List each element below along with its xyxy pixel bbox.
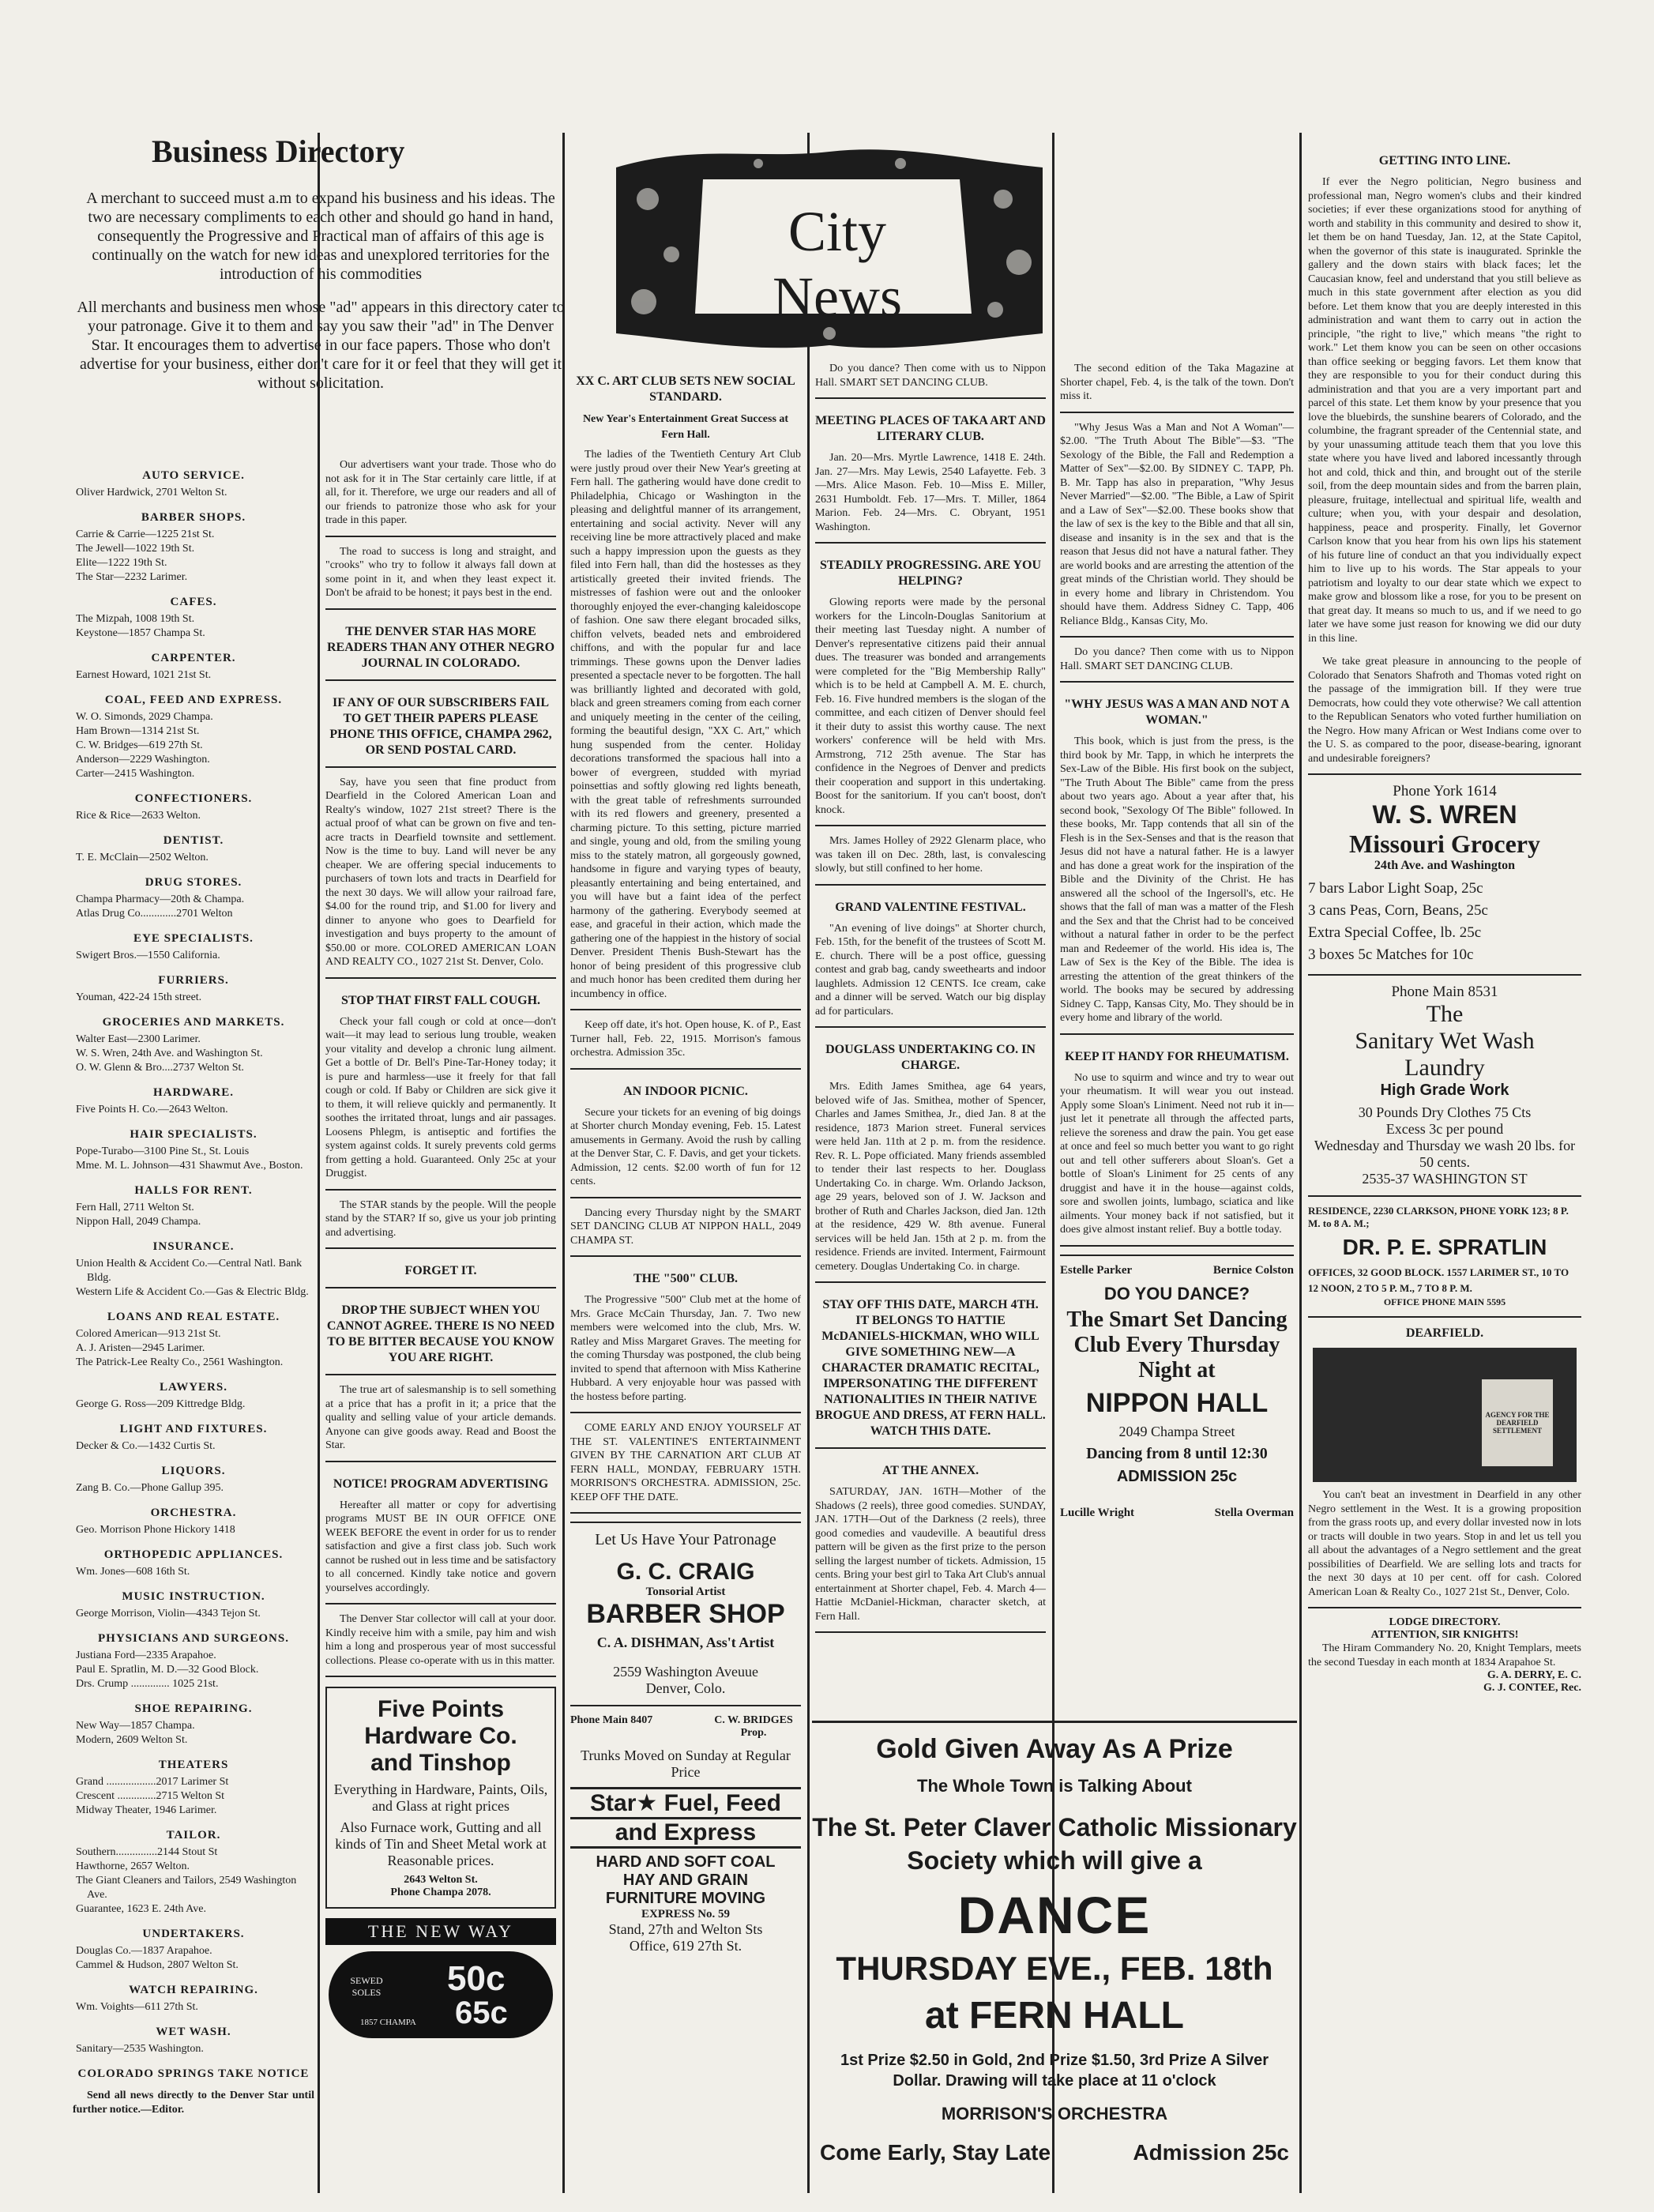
article-body: The STAR stands by the people. Will the people stand by the STAR? If so, give us your job printing and advertising.: [325, 1198, 556, 1239]
directory-entry: C. W. Bridges—619 27th St.: [76, 739, 203, 751]
directory-entry: Sanitary—2535 Washington.: [76, 2043, 204, 2055]
directory-section-title: HARDWARE.: [153, 1086, 234, 1099]
article-body: Do you dance? Then come with us to Nippon Hall. SMART SET DANCING CLUB.: [1060, 646, 1294, 672]
directory-section-title: ORTHOPEDIC APPLIANCES.: [103, 1548, 284, 1561]
column-2: [325, 458, 556, 2196]
directory-entry: Union Health & Accident Co.—Central Natl. Bank Bldg.: [76, 1258, 303, 1284]
article: [325, 776, 556, 979]
article: [815, 413, 1046, 544]
article-headline: FORGET IT.: [404, 1264, 477, 1277]
directory-entry: Youman, 422-24 15th street.: [76, 991, 202, 1003]
directory-section-title: MUSIC INSTRUCTION.: [122, 1590, 265, 1603]
directory-entry: A. J. Aristen—2945 Larimer.: [76, 1342, 205, 1354]
directory-entry: Earnest Howard, 1021 21st St.: [76, 669, 212, 681]
column-3: [570, 359, 801, 2196]
banner-title: City News: [772, 200, 902, 329]
article: [325, 624, 556, 681]
directory-entry: Walter East—2300 Larimer.: [76, 1033, 201, 1045]
article: [1060, 1049, 1294, 1247]
article-body: SATURDAY, JAN. 16TH—Mother of the Shadows (2 reels), three good comedies. SUNDAY, JAN. 17TH—Out of the Darkness (2 reels), three good comedies and vaudeville. A beautiful dress pattern will be given as the first prize to the person selling the largest number of tickets. Admission, 15 cents. Bring your best girl to Taka Art Club's annual entertainment at Shorter chapel, Feb. 4. March 4—Hattie McDaniel-Hickman, character sketch, at Fern Hall.: [815, 1486, 1046, 1623]
article-headline: DOUGLASS UNDERTAKING CO. IN CHARGE.: [825, 1043, 1036, 1072]
directory-entry: O. W. Glenn & Bro....2737 Welton St.: [76, 1062, 244, 1074]
directory-section-title: LIGHT AND FIXTURES.: [119, 1423, 268, 1435]
article-body: The second edition of the Taka Magazine at Shorter chapel, Feb. 4, is the talk of the town. Don't miss it.: [1060, 363, 1294, 402]
directory-entry: W. O. Simonds, 2029 Champa.: [76, 711, 213, 723]
article: [815, 558, 1046, 826]
article-headline: STOP THAT FIRST FALL COUGH.: [340, 993, 541, 1007]
directory-section-title: DENTIST.: [163, 834, 224, 847]
article-headline: AT THE ANNEX.: [882, 1464, 979, 1477]
star-fuel-ad: Phone Main 8407 C. W. BRIDGES Prop. Trunks Moved on Sunday at Regular Price Star★ Fuel, Feed and Express HARD AND SOFT COAL HAY AND GRAIN FURNITURE MOVING EXPRESS No. 59 Stand, 27th and Welton Sts Office, 619 27th St.: [570, 1714, 801, 1954]
article: [570, 1206, 801, 1258]
directory-section-title: CARPENTER.: [151, 652, 236, 664]
craig-barber-ad: Let Us Have Your Patronage G. C. CRAIG Tonsorial Artist BARBER SHOP C. A. DISHMAN, Ass't Artist 2559 Washington Aveuue Denver, Colo.: [586, 1531, 785, 1696]
article: [815, 834, 1046, 886]
directory-entry: Drs. Crump .............. 1025 21st.: [76, 1678, 219, 1690]
article-headline: KEEP IT HANDY FOR RHEUMATISM.: [1065, 1049, 1289, 1063]
article: [325, 1303, 556, 1375]
article-headline: THE "500" CLUB.: [633, 1272, 738, 1285]
directory-section-title: CONFECTIONERS.: [134, 792, 253, 805]
directory-section-title: WET WASH.: [156, 2026, 231, 2038]
article: [325, 545, 556, 610]
article: [325, 1477, 556, 1605]
directory-entry: Anderson—2229 Washington.: [76, 754, 210, 766]
directory-section-title: SHOE REPAIRING.: [134, 1702, 253, 1715]
st-peter-claver-dance-ad: Gold Given Away As A Prize The Whole Town is Talking About The St. Peter Claver Catholic Missionary Society which will give a DANCE THURSDAY EVE., FEB. 18th at FERN HALL 1st Prize $2.50 in Gold, 2nd Prize $1.50, 3rd Prize A Silver Dollar. Drawing will take place at 11 o'clock MORRISON'S ORCHESTRA Come Early, Stay Late Admission 25c: [812, 1721, 1297, 2197]
directory-entry: Ham Brown—1314 21st St.: [76, 725, 200, 737]
article: [570, 1018, 801, 1070]
directory-entry: T. E. McClain—2502 Welton.: [76, 852, 209, 863]
directory-entry: The Jewell—1022 19th St.: [76, 543, 195, 555]
article-body: "An evening of live doings" at Shorter church, Feb. 15th, for the benefit of the trustees of Scott M. E. church. There will be a post office, guessing contest and grab bag, candy sweethearts and indoor laughlets. Admission 12 CENTS. Ice cream, cake and a dinner will be served. Watch our big display ad for particulars.: [815, 922, 1046, 1018]
directory-entry: Fern Hall, 2711 Welton St.: [76, 1202, 194, 1213]
directory-entry: Douglas Co.—1837 Arapahoe.: [76, 1945, 212, 1957]
column-rule: [562, 133, 565, 2193]
article-headline: STEADILY PROGRESSING. ARE YOU HELPING?: [819, 559, 1042, 588]
smart-set-dance-ad: Estelle Parker Bernice Colston DO YOU DANCE? The Smart Set Dancing Club Every Thursday Night at NIPPON HALL 2049 Champa Street Dancing from 8 until 12:30 ADMISSION 25c Lucille Wright Stella Overman: [1060, 1263, 1294, 1519]
directory-entry: Guarantee, 1623 E. 24th Ave.: [76, 1903, 206, 1915]
article: [570, 1271, 801, 1413]
article-headline: IF ANY OF OUR SUBSCRIBERS FAIL TO GET THEIR PAPERS PLEASE PHONE THIS OFFICE, CHAMPA 2962, OR SEND POSTAL CARD.: [329, 695, 552, 757]
directory-entry: Atlas Drug Co.............2701 Welton: [76, 908, 233, 920]
directory-entry: Geo. Morrison Phone Hickory 1418: [76, 1524, 235, 1536]
directory-entry: Carter—2415 Washington.: [76, 768, 195, 780]
article: [325, 458, 556, 537]
directory-entry: Zang B. Co.—Phone Gallup 395.: [76, 1482, 224, 1494]
directory-entry: Southern...............2144 Stout St: [76, 1846, 218, 1858]
article: [325, 1198, 556, 1250]
article-headline: THE DENVER STAR HAS MORE READERS THAN ANY OTHER NEGRO JOURNAL IN COLORADO.: [326, 624, 555, 670]
directory-section-title: LIQUORS.: [161, 1465, 226, 1477]
column-6: GETTING INTO LINE. If ever the Negro politician, Negro business and professional man, Negro women's clubs and their kindred societies; if ever these organizations stood for anything of worth and stability in this community and desired to show it, let them be on hand Tuesday, Jan. 12, at the State Capitol, when the governor of this state is inaugurated. Sprinkle the gallery and the down stairs with black faces; let the Caucasian know, feel and understand that you still believe as much in this state government after election as you did before. Let them know that you are deeply interested in this administration and want them to carry out in action the principle, "the right to live," which means "the right to work." Let them know you can be seen on other occasions than office seeking or begging favors. Let them know that they are responsible to you for their conduct during this administration and that you are a very important part and parcel of this state. Let them know by your presence that you love the bluebirds, the sunshine bearers of Colorado, and the columbine, the fragrant spreader of the Centennial state, and by your unassuming attitude teach them that you love this state where you have lived and labored incessantly through hot and cold, thick and thin, and brought out of the sterile soil, from the deep mountain sides and from the barren plain, pleasure, fruitage, intellectual and spiritual life, wealth and culture; when you, with your despair and desolation, happiness, peace and prosperity. Finally, let Governor Carlson know that you hear from his own lips his statement of his future line of conduct an that you individually expect him to live up to his words. The Star appeals to your patriotism and loyalty to our dear state which we expect to make grow and blossom like a rose, for you to be present on that great day. It means so much to us, and if we need to go later we have some just reason for knowing we did our duty in this line. We take great pleasure in announcing to the people of Colorado that Senators Shafroth and Thomas voted right on the passage of the immigration bill. If they were true Democrats, how could they vote otherwise? We call attention to the Republican Senators who voted further humiliation on the Negro. How many African or West Indians come over to the U. S. as compared to the poor, disease-bearing, ignorant and undesirable foreigners? Phone York 1614 W. S. WREN Missouri Grocery 24th Ave. and Washington 7 bars Labor Light Soap, 25c 3 cans Peas, Corn, Beans, 25c Extra Special Coffee, lb. 25c 3 boxes 5c Matches for 10c Phone Main 8531 The Sanitary Wet Wash Laundry High Grade Work 30 Pounds Dry Clothes 75 Cts Excess 3c per pound Wednesday and Thursday we wash 20 lbs. for 50 cents. 2535-37 WASHINGTON ST RESIDENCE, 2230 CLARKSON, PHONE YORK 123; 8 P. M. to 8 A. M.; DR. P. E. SPRATLIN OFFICES, 32 GOOD BLOCK. 1557 LARIMER ST., 10 TO 12 NOON, 2 TO 5 P. M., 7 TO 8 P. M. OFFICE PHONE MAIN 5595 DEARFIELD. AGENCY FOR THE DEARFIELD SETTLEMENT You can't beat an investment in Dearfield in any other Negro settlement in the West. It is a growing proposition from the grass roots up, and every dollar invested now in lots or tracts will double in two years. Stop in and let us tell you all about the advantages of a Negro settlement and the great possibilities of Dearfield. We are selling lots and tracts for the next 30 days at 10 per cent. off for cash. Colored American Loan & Realty Co., 1027 21st St., Denver, Colo. LODGE DIRECTORY. ATTENTION, SIR KNIGHTS! The Hiram Commandery No. 20, Knight Templars, meets the second Tuesday in each month at 1834 Arapahoe St. G. A. DERRY, E. C. G. J. CONTEE, Rec.: [1308, 154, 1581, 1694]
directory-entry: Champa Pharmacy—20th & Champa.: [76, 893, 245, 905]
directory-section-title: GROCERIES AND MARKETS.: [102, 1016, 285, 1029]
directory-section-title: TAILOR.: [166, 1829, 221, 1841]
sanitary-wet-wash-ad: Phone Main 8531 The Sanitary Wet Wash Laundry High Grade Work 30 Pounds Dry Clothes 75 Cts Excess 3c per pound Wednesday and Thursday we wash 20 lbs. for 50 cents. 2535-37 WASHINGTON ST: [1314, 984, 1576, 1187]
directory-section-title: WATCH REPAIRING.: [129, 1984, 258, 1996]
article: [325, 993, 556, 1191]
directory-section-title: COLORADO SPRINGS TAKE NOTICE: [77, 2067, 310, 2080]
article-body: Glowing reports were made by the personal workers for the Lincoln-Douglas Sanitorium at their meeting last Tuesday night. A number of Denver's representative citizens paid their annual dues. The treasurer was bonded and arrangements were completed for the "Big Membership Rally" which is to be held at Campbell A. M. E. church, Feb. 16. Five hundred members is the slogan of the committee, and each citizen of Denver should feel it their duty to assist this worthy cause. The next workers' conference will be held with Mrs. Armstrong, 712 25th avenue. The Star has confidence in the Negroes of Denver and predicts their cooperation and support in this undertaking. Boost for the sanitorium. If you can't boost, don't knock.: [815, 596, 1046, 816]
lodge-directory: LODGE DIRECTORY. ATTENTION, SIR KNIGHTS! The Hiram Commandery No. 20, Knight Templars, meets the second Tuesday in each month at 1834 Arapahoe St. G. A. DERRY, E. C. G. J. CONTEE, Rec.: [1308, 1616, 1581, 1694]
directory-entry: Cammel & Hudson, 2807 Welton St.: [76, 1959, 239, 1971]
column-5: [1060, 362, 1294, 1736]
directory-intro: A merchant to succeed must a.m to expand his business and his ideas. The two are necessary compliments to each other and should go hand in hand, consequently the Progressive and Practical man of affairs of this age is continually on the watch for new ideas and unexplored territories for the introduction of his commodities: [86, 190, 555, 283]
article: [815, 362, 1046, 399]
article-body: The ladies of the Twentieth Century Art Club were justly proud over their New Year's greeting at Fern hall. The gathering would have done credit to Philadelphia, Chicago or Washington in the pleasing and delightful manner of its arrangement, entertaining and social activity. Never will any receiving line be more attractively placed and make such a happy impression upon the guests as they filed into Fern hall, than did the hostesses as they artistically greeted their invited friends. The mistresses of fashion were out and the onlooker thoroughly enjoyed the ever-changing kaleidoscope of fashion. One saw there elegant brocaded silks, chiffon velvets, beaded nets and embroidered chiffons, and with the popular fur and lace trimmings. These gowns upon the Denver ladies presented a spectacle never to be forgotten. The hall was brilliantly lighted and decorated with gold, black and green streamers coming from each corner and uniquely meeting in the center of the ceiling, forming the beautiful design, "XX C. Art," which hung suspended from the center. Holiday decorations transformed the spacious hall into a bower of evergreen, studded with myriad poinsettias and softly glowing red lights beneath, with the great table of refreshments surrounded with its red flowers and greenery, presented a charming picture. To this setting, picture married and single, young and old, from the smiling young miss to the stately matron, all gorgeously gowned, handsome in figure and varying types of beauty, pleasantly entertaining and being entertained, and you will have but a faint idea of the perfect harmony of the gathering. Everybody seemed at ease, and graceful in their action, which made the gathering one of the happiest in the history of social Denver. President Thenis Bush-Stewart has the honor of being president of this progressive club and much honor has been credited them during her incumbency in office.: [570, 449, 801, 1000]
directory-entry: The Star—2232 Larimer.: [76, 571, 188, 583]
directory-entry: New Way—1857 Champa.: [76, 1720, 195, 1732]
article: [570, 1421, 801, 1514]
directory-entry: Western Life & Accident Co.—Gas & Electric Bldg.: [76, 1286, 309, 1298]
article: [570, 1084, 801, 1198]
directory-entry: George G. Ross—209 Kittredge Bldg.: [76, 1398, 246, 1410]
column-4: [815, 362, 1046, 1736]
directory-entry: Swigert Bros.—1550 California.: [76, 950, 220, 961]
article: [1060, 697, 1294, 1035]
directory-entry: W. S. Wren, 24th Ave. and Washington St.: [76, 1048, 263, 1059]
article-subhead: New Year's Entertainment Great Success at Fern Hall.: [582, 413, 789, 441]
directory-intro-2: All merchants and business men whose "ad" appears in this directory cater to your patronage. Give it to them and say you saw their "ad" in The Denver Star. It encourages them to advertise in our face papers. Those who don't advertise for your business, either don't care for it or feel that they will get it without solicitation.: [77, 299, 565, 392]
directory-entry: George Morrison, Violin—4343 Tejon St.: [76, 1608, 261, 1620]
directory-section-title: THEATERS: [158, 1759, 229, 1771]
article: [815, 1463, 1046, 1633]
article-body: Secure your tickets for an evening of big doings at Shorter church Monday evening, Feb. 15. Latest amusements in Germany. Avoid the rush by calling at the Denver Star, C. F. Davis, and get your tickets. Admission, 12 cents. $2.00 worth of fun for 12 cents.: [570, 1106, 801, 1187]
directory-entry: Colored American—913 21st St.: [76, 1328, 221, 1340]
directory-entry: Paul E. Spratlin, M. D.—32 Good Block.: [76, 1664, 259, 1676]
directory-section-title: HAIR SPECIALISTS.: [130, 1128, 257, 1141]
dr-spratlin-card: RESIDENCE, 2230 CLARKSON, PHONE YORK 123; 8 P. M. to 8 A. M.; DR. P. E. SPRATLIN OFFICES, 32 GOOD BLOCK. 1557 LARIMER ST., 10 TO 12 NOON, 2 TO 5 P. M., 7 TO 8 P. M. OFFICE PHONE MAIN 5595: [1308, 1205, 1569, 1307]
directory-entry: Crescent ..............2715 Welton St: [76, 1790, 224, 1802]
directory-entry: Mme. M. L. Johnson—431 Shawmut Ave., Boston.: [76, 1160, 303, 1172]
article-body: This book, which is just from the press, is the third book by Mr. Tapp, in which he interprets the Sex-Law of the Bible. His first book on the subject, "The Truth About The Bible" came from the press about two years ago. About a year after that, his second book, "Sexology Of The Bible" followed. In these books, Mr. Tapp contends that all sin of the Flesh is in the Sex-Senses and that is the reason that Jesus did not have a natural father. He is a lawyer and has done a great work for the inspiration of the Bible and the Divinity of the Christ. He has answered all the school of the Ingersoll's, etc. He shows that the fall of man was a matter of the Flesh and the Sex and that the Christ had to be conceived without a natural father in order to be the perfect man and Redeemer of the world. His idea is, The Law of Sex is the Key of the Bible. The idea is arresting the attention of the great thinkers of the world. The books may be secured by addressing Sidney C. Tapp, Kansas City, Mo. They should be in every home and library of the world.: [1060, 735, 1294, 1024]
article-body: No use to squirm and wince and try to wear out your rheumatism. It will wear you out instead. Apply some Sloan's Liniment. Need not rub it in—just let it penetrate all through the affected parts, relieve the soreness and draw the pain. You get ease at once and feel so much better you want to go right out and tell other sufferers about Sloan's. Get a bottle of Sloan's Liniment for 25 cents of any druggist and have it in the house—against colds, sore and swollen joints, lumbago, sciatica and like ailments. Your money back if not satisfied, but it does give almost instant relief. Buy a bottle today.: [1060, 1071, 1294, 1236]
directory-section-title: COAL, FEED AND EXPRESS.: [104, 694, 283, 706]
directory-title: Business Directory: [152, 134, 405, 169]
article-body: Jan. 20—Mrs. Myrtle Lawrence, 1418 E. 24th. Jan. 27—Mrs. May Lewis, 2540 Lafayette. Feb. 3—Mrs. Alice Mason. Feb. 10—Miss E. Miller, 2631 Humboldt. Feb. 17—Mrs. T. Miller, 1864 Marion. Feb. 24—Mrs. C. Obryant, 1951 Washington.: [815, 452, 1046, 533]
directory-entry: Pope-Turabo—3100 Pine St., St. Louis: [76, 1146, 250, 1157]
new-way-ad: THE NEW WAY SEWED SOLES 50c 65c 1857 CHAMPA: [325, 1918, 556, 2038]
column-rule: [318, 133, 320, 2193]
directory-entry: Hawthorne, 2657 Welton.: [76, 1860, 190, 1872]
directory-section-title: CAFES.: [170, 596, 217, 608]
directory-entry: Five Points H. Co.—2643 Welton.: [76, 1104, 228, 1115]
article-body: The Progressive "500" Club met at the home of Mrs. Grace McCain Thursday, Jan. 7. Two new members were welcomed into the club, Mrs. W. Ratley and Miss Margaret Graves. The meeting for the coming Thursday was postponed, the club being invited to spend that afternoon with Miss Katherine Hubbard. A very enjoyable hour was passed with the hostess before parting.: [570, 1294, 801, 1403]
directory-section-title: AUTO SERVICE.: [142, 469, 245, 482]
article: [325, 695, 556, 768]
directory-entry: Keystone—1857 Champa St.: [76, 627, 205, 639]
city-news-banner: [600, 144, 1058, 357]
directory-header: [76, 133, 629, 393]
directory-section-title: DRUG STORES.: [145, 876, 242, 889]
directory-entry: Wm. Voights—611 27th St.: [76, 2001, 198, 2013]
directory-section-title: ORCHESTRA.: [150, 1507, 237, 1519]
directory-footer: Send all news directly to the Denver Star until further notice.—Editor.: [73, 2090, 314, 2116]
article-body: Hereafter all matter or copy for advertising programs MUST BE IN OUR OFFICE ONE WEEK BEFORE the event in order for us to render satisfaction and give a first class job. Such work cannot be rushed out in less time and be satisfactory to all concerned. Kindly take notice and govern yourselves accordingly.: [325, 1499, 556, 1594]
article-headline: STAY OFF THIS DATE, MARCH 4TH. IT BELONGS TO HATTIE McDANIELS-HICKMAN, WHO WILL GIVE SOMETHING NEW—A CHARACTER DRAMATIC RECITAL, IMPERSONATING THE DIFFERENT NATIONALITIES IN THEIR NATIVE BROGUE AND DRESS, AT FERN HALL. WATCH THIS DATE.: [815, 1298, 1046, 1438]
directory-entry: Modern, 2609 Welton St.: [76, 1734, 188, 1746]
directory-entry: Nippon Hall, 2049 Champa.: [76, 1216, 201, 1228]
article-body: COME EARLY AND ENJOY YOURSELF AT THE ST. VALENTINE'S ENTERTAINMENT GIVEN BY THE CARNATION ART CLUB AT FERN HALL, MONDAY, FEBRUARY 15TH. MORRISON'S ORCHESTRA. ADMISSION, 25c. KEEP OFF THE DATE.: [570, 1422, 801, 1503]
column-rule: [1299, 133, 1302, 2193]
article-headline: GRAND VALENTINE FESTIVAL.: [835, 900, 1026, 914]
article-body: Check your fall cough or cold at once—don't wait—it may lead to serious lung trouble, weaken your vitality and develop a chronic lung ailment. Get a bottle of Dr. Bell's Pine-Tar-Honey today; it is pure and harmless—use it freely for that fall cough or cold. If Baby or Children are sick give it to them, it will relieve quickly and permanently. It soothes the irritated throat, lungs and air passages. Loosens Phlegm, is antiseptic and fortifies the system against colds. It surely prevents cold germs from getting a hold. Guaranteed. Only 25c at your Druggist.: [325, 1015, 556, 1179]
article-body: Mrs. James Holley of 2922 Glenarm place, who was taken ill on Dec. 28th, last, is convalescing slowly, but still confined to her home.: [815, 835, 1046, 875]
article: [325, 1263, 556, 1288]
article: [815, 1042, 1046, 1283]
article: [1060, 362, 1294, 413]
dearfield-photo: AGENCY FOR THE DEARFIELD SETTLEMENT: [1313, 1348, 1577, 1482]
directory-entry: Oliver Hardwick, 2701 Welton St.: [76, 487, 227, 498]
article-headline: DROP THE SUBJECT WHEN YOU CANNOT AGREE. THERE IS NO NEED TO BE BITTER BECAUSE YOU KNOW YOU ARE RIGHT.: [326, 1304, 555, 1364]
directory-entry: Decker & Co.—1432 Curtis St.: [76, 1440, 216, 1452]
article: [1060, 645, 1294, 683]
directory-section-title: FURRIERS.: [158, 974, 229, 987]
getting-into-line-headline: GETTING INTO LINE.: [1378, 154, 1511, 167]
article-body: The true art of salesmanship is to sell something at a price that has a profit in it; a price that the quality and selling value of your article demands. Anyone can give goods away. Read and Boost the Star.: [325, 1384, 556, 1451]
directory-entry: Grand ..................2017 Larimer St: [76, 1776, 229, 1788]
article-body: Keep off date, it's hot. Open house, K. of P., East Turner hall, Feb. 22, 1915. Morrison's famous orchestra. Admission 35c.: [570, 1019, 801, 1059]
article: [570, 374, 801, 1010]
directory-section-title: EYE SPECIALISTS.: [133, 932, 254, 945]
article: [325, 1612, 556, 1677]
directory-entry: Midway Theater, 1946 Larimer.: [76, 1804, 217, 1816]
five-points-hardware-ad: Five Points Hardware Co. and Tinshop Everything in Hardware, Paints, Oils, and Glass at right prices Also Furnace work, Gutting and all kinds of Tin and Sheet Metal work at Reasonable prices. 2643 Welton St. Phone Champa 2078.: [325, 1687, 556, 1909]
directory-entry: Rice & Rice—2633 Welton.: [76, 810, 201, 822]
article: [325, 1383, 556, 1462]
directory-listing: [73, 458, 314, 2196]
article-body: Say, have you seen that fine product from Dearfield in the Colored American Loan and Realty's window, 1027 21st street? There is the actual proof of what can be grown on five and ten-acre tracts in Dearfield townsite and settlement. Now is the time to buy. Land will never be any cheaper. We are offering special inducements to purchasers of town lots and tracts in Dearfield for the next 30 days. We will allow your railroad fare, $4.00 for the round trip, and $1.00 for livery and dinner to anyone who goes to Dearfield for investigation and buys property to the amount of $50.00 or more. COLORED AMERICAN LOAN AND REALTY CO., 1027 21st St. Denver, Colo.: [325, 776, 556, 968]
directory-section-title: HALLS FOR RENT.: [134, 1184, 253, 1197]
directory-entry: Justiana Ford—2335 Arapahoe.: [76, 1650, 216, 1661]
article-headline: "WHY JESUS WAS A MAN AND NOT A WOMAN.": [1064, 698, 1290, 727]
article-headline: AN INDOOR PICNIC.: [623, 1084, 748, 1098]
article-headline: XX C. ART CLUB SETS NEW SOCIAL STANDARD.: [576, 374, 795, 404]
directory-entry: The Patrick-Lee Realty Co., 2561 Washington.: [76, 1356, 284, 1368]
article-body: The Denver Star collector will call at your door. Kindly receive him with a smile, pay him and wish him a long and prosperous year of most successful collections. Please co-operate with us in this matter.: [325, 1613, 556, 1667]
article-body: Do you dance? Then come with us to Nippon Hall. SMART SET DANCING CLUB.: [815, 363, 1046, 389]
directory-section-title: LAWYERS.: [160, 1381, 227, 1394]
article-body: "Why Jesus Was a Man and Not A Woman"—$2.00. "The Truth About The Bible"—$3. "The Sexology of the Bible, the Fall and Redemption a Matter of Sex"—$2.00. By SIDNEY C. TAPP, Ph. B. Mr. Tapp has also in preparation, "Why Jesus Never Married"—$2.00. "The Bible, a Law of Spirit and a Law of Sex"—$2.00. These books show that the law of sex is the key to the Bible and that all sin, disease and insanity is in the sex and that is the reason that Jesus did not have a natural father. They are world books and are arresting the attention of the great minds of the Christian world. They should be in every home and library in Christendom. You should have them. Address Sidney C. Tapp, 406 Reliance Bldg., Kansas City, Mo.: [1060, 421, 1294, 627]
directory-entry: Elite—1222 19th St.: [76, 557, 167, 569]
directory-entry: The Giant Cleaners and Tailors, 2549 Washington Ave.: [76, 1875, 297, 1901]
article-body: The road to success is long and straight, and "crooks" who try to follow it always fall down at some point in it, and when they least expect it. Don't be afraid to be honest; it pays best in the end.: [325, 545, 556, 599]
directory-entry: Carrie & Carrie—1225 21st St.: [76, 529, 215, 540]
directory-section-title: PHYSICIANS AND SURGEONS.: [98, 1632, 289, 1645]
article: [815, 900, 1046, 1029]
article-headline: NOTICE! PROGRAM ADVERTISING: [333, 1477, 549, 1491]
article: [1060, 421, 1294, 638]
article-body: Mrs. Edith James Smithea, age 64 years, beloved wife of Jas. Smithea, mother of Spencer, Charles and James Smithea, Jr., died Jan. 8 at the residence, 1873 Marion street. Funeral services were held Jan. 11th at 2 p. m. from the residence. Rev. R. L. Pope officiated. Many friends assembled to tender their last respects to her. Douglass Undertaking Co. in charge. Wm. Orlando Jackson, age 29 years, beloved son of J. W. Jackson and brother of Ruth and Charles Jackson, died Jan. 12th at the residence, 429 W. 8th avenue. Funeral services will be held Jan. 15th at 2 p. m. from the residence. Friends are invited. Interment, Fairmount cemetery. Douglas Undertaking Co. in charge.: [815, 1081, 1046, 1273]
directory-section-title: UNDERTAKERS.: [142, 1928, 245, 1940]
directory-entry: Wm. Jones—608 16th St.: [76, 1566, 190, 1578]
column-rule: [807, 133, 810, 2193]
wren-grocery-ad: Phone York 1614 W. S. WREN Missouri Grocery 24th Ave. and Washington 7 bars Labor Light Soap, 25c 3 cans Peas, Corn, Beans, 25c Extra Special Coffee, lb. 25c 3 boxes 5c Matches for 10c: [1308, 783, 1540, 963]
article-headline: MEETING PLACES OF TAKA ART AND LITERARY CLUB.: [815, 414, 1046, 443]
article-body: Dancing every Thursday night by the SMART SET DANCING CLUB AT NIPPON HALL, 2049 CHAMPA ST.: [570, 1206, 801, 1247]
dearfield-section: DEARFIELD. AGENCY FOR THE DEARFIELD SETTLEMENT You can't beat an investment in Dearfield in any other Negro settlement in the West. It is a growing proposition from the grass roots up, and every dollar invested now in lots or tracts will double in two years. Stop in and let us tell you all about the advantages of a Negro settlement and the great possibilities of Dearfield. We are selling lots and tracts for the next 30 days at 10 per cent. off for cash. Colored American Loan & Realty Co., 1027 21st St., Denver, Colo.: [1308, 1326, 1581, 1598]
directory-section-title: INSURANCE.: [152, 1240, 235, 1253]
article: [815, 1297, 1046, 1449]
directory-section-title: LOANS AND REAL ESTATE.: [107, 1311, 280, 1323]
article-body: Our advertisers want your trade. Those who do not ask for it in The Star certainly care little, if at all, for it. Therefore, we urge our readers and all of our friends to patronize those who ask for your trade in this paper.: [325, 459, 556, 526]
directory-entry: The Mizpah, 1008 19th St.: [76, 613, 195, 625]
directory-section-title: BARBER SHOPS.: [141, 511, 246, 524]
